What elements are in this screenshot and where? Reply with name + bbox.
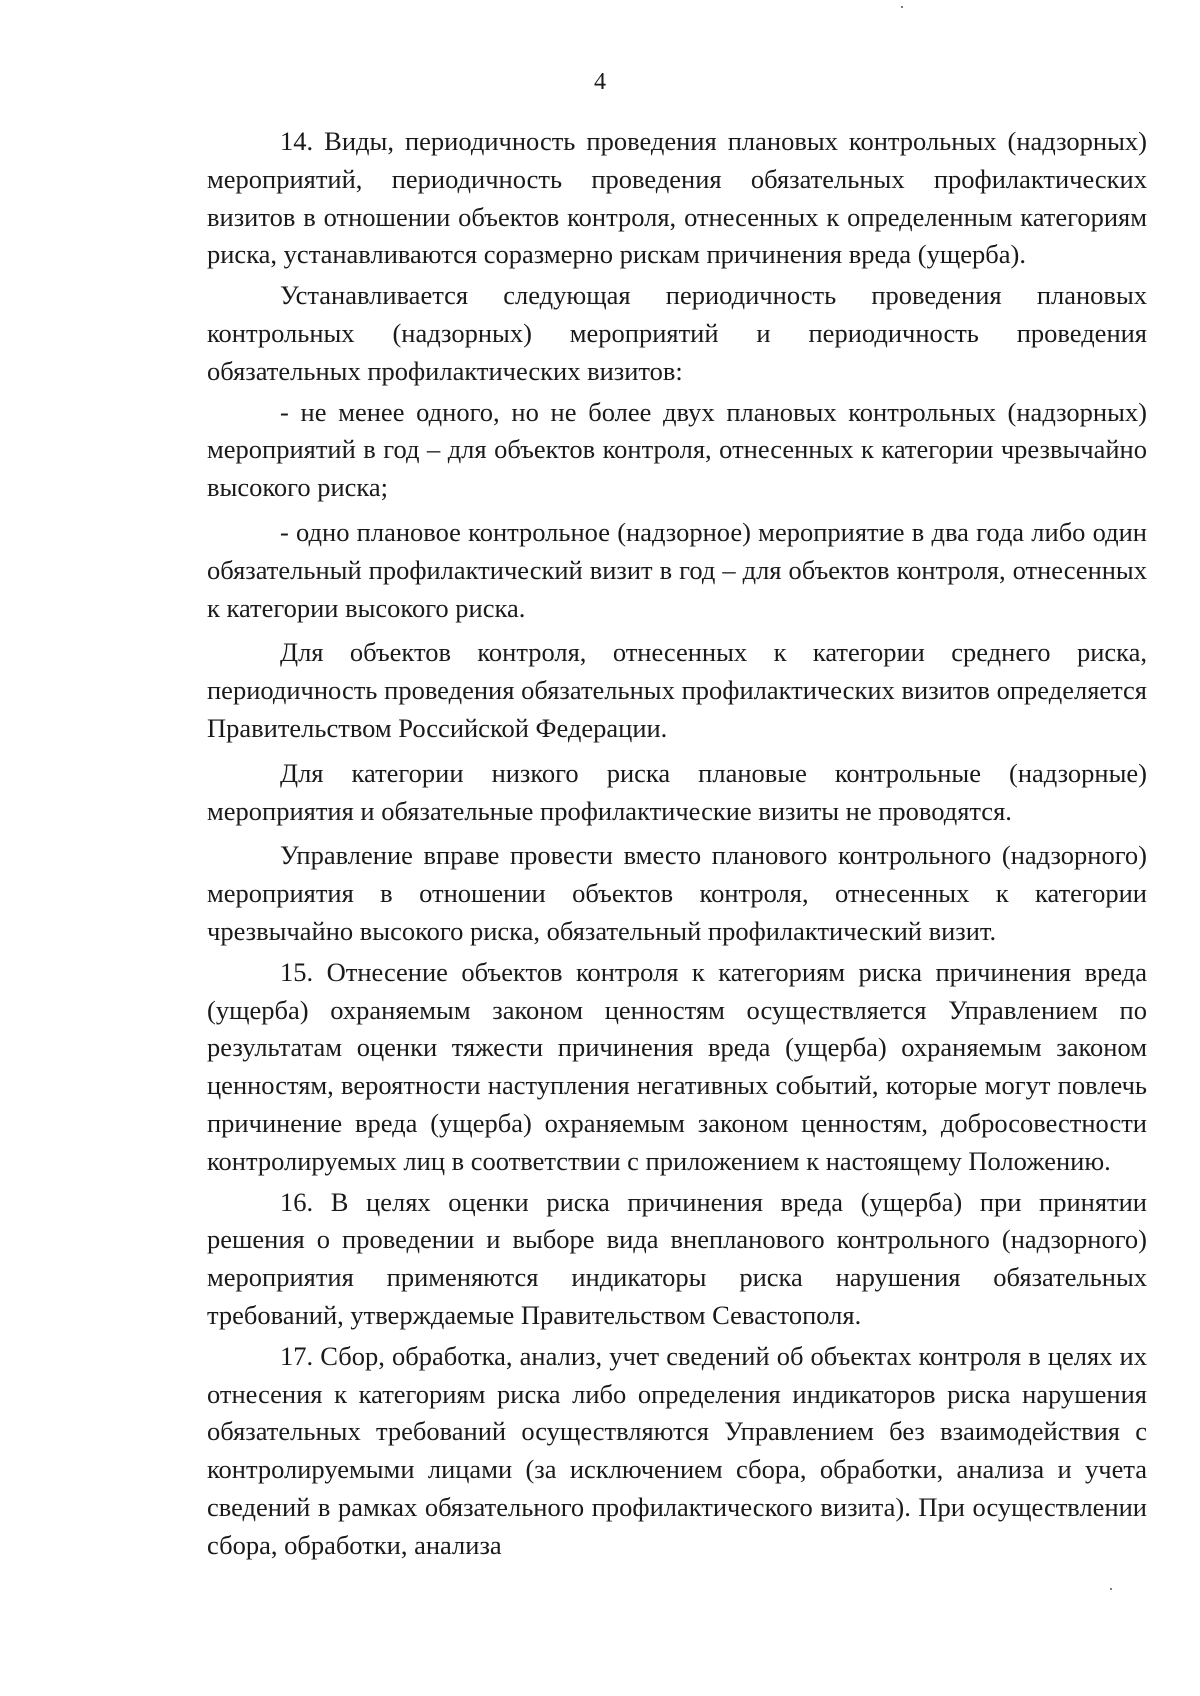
paragraph-14: 14. Виды, периодичность проведения плановых контрольных (надзорных) мероприятий, периодичность проведения обязательных профилактических визитов в отношении объектов контроля, отнесенных к определенным категориям риска, устанавливаются соразмерно рискам причинения вреда (ущерба).	[207, 126, 1147, 270]
paragraph-15: 15. Отнесение объектов контроля к категориям риска причинения вреда (ущерба) охраняемым законом ценностям осуществляется Управлением по результатам оценки тяжести причинения вреда (ущерба) охраняемым законом ценностям, вероятности наступления негативных событий, которые могут повлечь причинение вреда (ущерба) охраняемым законом ценностям, добросовестности контролируемых лиц в соответствии с приложением к настоящему Положению.	[207, 956, 1147, 1176]
list-item-extremely-high-risk: - не менее одного, но не более двух плановых контрольных (надзорных) мероприятий в год – для объектов контроля, отнесенных к категории чрезвычайно высокого риска;	[207, 396, 1147, 503]
scan-speck	[1110, 1588, 1112, 1590]
paragraph-17: 17. Сбор, обработка, анализ, учет сведений об объектах контроля в целях их отнесения к категориям риска либо определения индикаторов риска нарушения обязательных требований осуществляются Управлением без взаимодействия с контролируемыми лицами (за исключением сбора, обработки, анализа и учета сведений в рамках обязательного профилактического визита). При осуществлении сбора, обработки, анализа	[207, 1340, 1147, 1560]
paragraph-management-right: Управление вправе провести вместо планового контрольного (надзорного) мероприятия в отношении объектов контроля, отнесенных к категории чрезвычайно высокого риска, обязательный профилактический визит.	[207, 840, 1147, 946]
page-number: 4	[594, 69, 606, 95]
paragraph-medium-risk: Для объектов контроля, отнесенных к категории среднего риска, периодичность проведения обязательных профилактических визитов определяется Правительством Российской Федерации.	[207, 637, 1147, 743]
scan-speck	[901, 6, 903, 8]
paragraph-periodicity-intro: Устанавливается следующая периодичность проведения плановых контрольных (надзорных) мероприятий и периодичность проведения обязательных профилактических визитов:	[207, 280, 1147, 386]
paragraph-low-risk: Для категории низкого риска плановые контрольные (надзорные) мероприятия и обязательные профилактические визиты не проводятся.	[207, 757, 1147, 826]
document-body	[207, 123, 1147, 1564]
list-item-high-risk: - одно плановое контрольное (надзорное) мероприятие в два года либо один обязательный профилактический визит в год – для объектов контроля, отнесенных к категории высокого риска.	[207, 516, 1147, 623]
paragraph-16: 16. В целях оценки риска причинения вреда (ущерба) при принятии решения о проведении и выборе вида внепланового контрольного (надзорного) мероприятия применяются индикаторы риска нарушения обязательных требований, утверждаемые Правительством Севастополя.	[207, 1186, 1147, 1330]
